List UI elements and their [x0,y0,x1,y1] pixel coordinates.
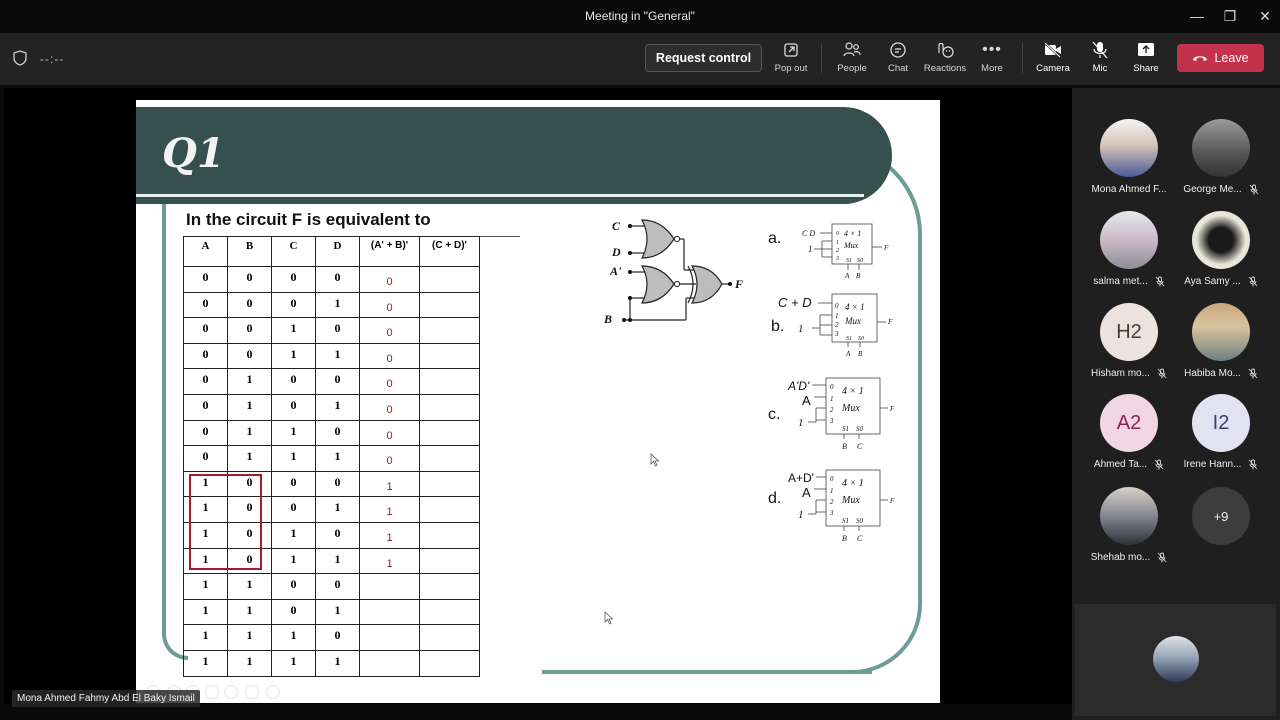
mux-name: Mux [842,495,860,506]
cell: 0 [272,267,316,293]
cell: 1 [360,522,420,548]
question-text: In the circuit F is equivalent to [186,210,431,229]
svg-text:3: 3 [830,509,834,517]
cell: 1 [316,394,360,420]
cell: 1 [272,318,316,344]
participant-name: Ahmed Ta... [1093,459,1148,470]
svg-text:0: 0 [836,231,839,237]
mux-sel: S0 [856,517,863,525]
mic-off-icon [1248,276,1258,287]
mux-name: Mux [845,316,861,326]
maximize-button[interactable]: ❐ [1223,7,1237,24]
leave-label: Leave [1214,51,1249,65]
cell [420,318,480,344]
participant-name: Mona Ahmed F... [1091,184,1167,195]
table-row [184,318,480,344]
cell [360,650,420,676]
mux-size: 4 × 1 [842,386,864,397]
self-video-tile[interactable] [1075,604,1276,716]
mux-sel-input: C [857,442,863,451]
cell: 1 [228,650,272,676]
cell: 0 [184,420,228,446]
cell: 1 [228,369,272,395]
cell: 0 [316,420,360,446]
circuit-input-d: D [612,245,621,259]
cell: 0 [228,343,272,369]
option-c-label: c. [768,406,781,423]
cell [360,574,420,600]
cell: 0 [316,267,360,293]
divider [821,43,822,73]
mouse-cursor-icon [650,453,660,467]
svg-text:0: 0 [830,475,834,483]
header-c-nor-d: (C + D)' [420,237,480,267]
more-participants-button[interactable] [1176,487,1266,545]
cell [420,522,480,548]
mux-input-other: 1 [798,417,804,429]
cell: 1 [228,599,272,625]
cell [420,394,480,420]
mux-input-0: A'D' [788,379,810,393]
cell: 0 [184,292,228,318]
cell: 0 [272,471,316,497]
cell: 1 [272,548,316,574]
slide-frame-decoration [162,204,166,604]
participant-tile[interactable] [1176,303,1266,379]
presenter-name-tag: Mona Ahmed Fahmy Abd El Baky Ismail [12,690,200,707]
cell: 0 [184,446,228,472]
cell: 0 [360,343,420,369]
cell [420,292,480,318]
cell: 1 [228,625,272,651]
more-button[interactable] [967,39,1017,79]
more-label: More [981,63,1003,74]
mux-sel: S0 [857,258,863,264]
svg-text:3: 3 [835,330,839,338]
request-control-button[interactable]: Request control [645,44,762,72]
cell: 0 [360,369,420,395]
cell: 0 [184,369,228,395]
cell: 1 [228,394,272,420]
cell: 0 [184,394,228,420]
mux-sel-input: B [842,442,847,451]
cell [420,420,480,446]
cell: 1 [316,599,360,625]
circuit-input-a-prime: A' [610,264,622,278]
cell [360,625,420,651]
slide-title: Q1 [162,130,225,177]
mouse-cursor-icon [604,611,614,625]
slide-options-control[interactable] [245,685,259,699]
meeting-timer: --:-- [40,52,65,66]
cell: 1 [316,446,360,472]
cell: 0 [228,522,272,548]
cell: 1 [316,650,360,676]
overflow-count: +9 [1192,487,1250,545]
mux-input-1: 1 [808,244,813,254]
mux-sel: S1 [846,258,852,264]
table-row [184,599,480,625]
cell: 0 [316,369,360,395]
mux-name: Mux [842,403,860,414]
avatar [1100,487,1158,545]
participant-tile[interactable] [1176,119,1266,195]
mux-output: F [888,318,893,326]
mux-size: 4 × 1 [844,229,862,238]
highlight-box [189,474,262,570]
cell [420,497,480,523]
presentation-slide [136,100,940,703]
cell [420,446,480,472]
avatar [1192,211,1250,269]
header-a: A [184,237,228,267]
table-row [184,343,480,369]
mic-off-icon [1157,368,1167,379]
cell: 1 [184,497,228,523]
cell: 1 [316,343,360,369]
mux-output: F [884,244,889,252]
mic-off-icon [1249,184,1259,195]
mux-input-other: 1 [798,509,804,521]
participant-tile[interactable] [1084,303,1174,379]
option-d-mux [784,466,909,546]
leave-button[interactable] [1177,44,1264,72]
svg-text:0: 0 [830,383,834,391]
circuit-output-f: F [735,277,744,291]
slide-zoom-control[interactable] [224,685,238,699]
cell [420,369,480,395]
cell: 0 [228,548,272,574]
participant-tile[interactable] [1084,487,1174,563]
avatar [1100,119,1158,177]
camera-button[interactable] [1028,39,1078,79]
participant-name: Shehab mo... [1090,552,1151,563]
mux-sel: S0 [858,336,864,342]
chat-button[interactable] [873,39,923,79]
cell: 0 [272,599,316,625]
table-row [184,420,480,446]
cell [360,599,420,625]
reactions-button[interactable] [920,39,970,79]
cell [420,650,480,676]
cell: 1 [184,650,228,676]
mux-input-0: C D [802,229,816,238]
cell: 1 [272,650,316,676]
cell: 0 [316,625,360,651]
reactions-label: Reactions [923,63,967,74]
svg-text:1: 1 [830,487,834,495]
cell: 0 [316,318,360,344]
mux-sel-input: A [845,272,850,280]
svg-text:1: 1 [830,395,834,403]
mux-input-0: C + D [778,295,812,310]
mux-size: 4 × 1 [842,478,864,489]
table-row [184,650,480,676]
more-icon: ••• [982,41,1002,58]
cell: 0 [228,267,272,293]
table-row [184,394,480,420]
svg-text:2: 2 [830,498,834,506]
meeting-toolbar [0,33,1280,85]
table-row [184,574,480,600]
pop-out-icon [783,42,799,58]
camera-off-icon [1043,42,1063,58]
cell: 1 [184,625,228,651]
cell: 1 [360,548,420,574]
option-c-mux [784,374,909,454]
cell: 0 [360,446,420,472]
mux-size: 4 × 1 [845,302,865,312]
reactions-icon [935,41,955,59]
mux-sel-input: B [858,350,863,358]
cell: 1 [316,497,360,523]
mux-sel: S0 [856,425,863,433]
mic-off-icon [1154,459,1164,470]
cell: 1 [316,548,360,574]
svg-text:1: 1 [835,312,839,320]
mic-off-icon [1248,459,1258,470]
cell: 1 [228,574,272,600]
participant-name: Hisham mo... [1091,368,1150,379]
header-c: C [272,237,316,267]
svg-text:2: 2 [836,248,839,254]
share-label: Share [1133,63,1159,74]
mic-label: Mic [1092,63,1108,74]
title-bar [0,0,1280,33]
close-button[interactable]: ✕ [1259,7,1271,24]
option-a-label: a. [768,230,782,247]
mux-output: F [890,405,895,413]
option-d-label: d. [768,490,782,507]
cell: 0 [272,574,316,600]
participant-tile[interactable] [1084,119,1174,195]
cell: 0 [360,420,420,446]
people-button[interactable] [827,39,877,79]
table-row [184,446,480,472]
avatar: A2 [1100,394,1158,452]
avatar [1100,211,1158,269]
cell: 0 [316,471,360,497]
mux-output: F [890,497,895,505]
cell: 1 [272,420,316,446]
underline [474,236,520,237]
mic-off-icon [1248,368,1258,379]
divider [1022,43,1023,73]
circuit-input-c: C [612,219,621,233]
option-b-label: b. [771,318,785,335]
table-row [184,369,480,395]
share-button[interactable] [1121,39,1171,79]
cell: 0 [272,292,316,318]
table-row [184,292,480,318]
mux-sel-input: B [856,272,861,280]
cell: 1 [360,471,420,497]
participant-name: salma met... [1093,276,1148,287]
cell: 1 [184,522,228,548]
participant-name: Irene Hann... [1183,459,1242,470]
avatar [1192,119,1250,177]
mic-off-icon [1155,276,1165,287]
svg-text:3: 3 [836,256,839,262]
cell [420,548,480,574]
cell: 1 [316,292,360,318]
mux-sel: S1 [842,425,849,433]
cell: 0 [272,497,316,523]
cell: 0 [228,318,272,344]
cell [420,267,480,293]
cell: 0 [360,394,420,420]
cell: 0 [184,343,228,369]
cell: 1 [272,343,316,369]
cell: 1 [272,522,316,548]
participant-tile[interactable] [1084,211,1174,287]
cell: 1 [360,497,420,523]
avatar: H2 [1100,303,1158,361]
slide-grid-control[interactable] [205,685,219,699]
cell: 1 [228,420,272,446]
header-b: B [228,237,272,267]
cell [420,343,480,369]
cell: 0 [228,292,272,318]
mux-sel: S1 [842,517,849,525]
cell: 0 [272,369,316,395]
cell: 1 [184,574,228,600]
svg-text:2: 2 [835,321,839,329]
avatar [1192,303,1250,361]
avatar: I2 [1192,394,1250,452]
cell: 1 [184,599,228,625]
slide-frame-decoration [542,670,872,674]
header-d: D [316,237,360,267]
cell: 0 [360,292,420,318]
cell: 1 [184,548,228,574]
participant-tile[interactable] [1084,394,1174,470]
cell: 0 [316,522,360,548]
cell [420,625,480,651]
banner-underline [136,194,864,197]
table-row [184,267,480,293]
svg-text:2: 2 [830,406,834,414]
svg-text:3: 3 [830,417,834,425]
chat-label: Chat [887,63,909,74]
participant-name: George Me... [1183,184,1242,195]
header-a-nor-b: (A' + B)' [360,237,420,267]
mux-input-1: A [802,393,811,408]
camera-label: Camera [1036,63,1070,74]
cell [420,599,480,625]
mux-sel-input: A [846,350,851,358]
mux-sel: S1 [846,336,852,342]
share-icon [1137,42,1155,58]
cell [420,574,480,600]
cell: 0 [184,267,228,293]
people-icon [843,41,861,59]
phone-hangup-icon [1192,54,1208,62]
mic-off-icon [1157,552,1167,563]
cell: 0 [228,497,272,523]
cell: 0 [360,267,420,293]
mux-input-0: A+D' [788,471,814,485]
minimize-button[interactable]: — [1190,8,1204,24]
mux-name: Mux [844,241,859,250]
mux-sel-input: C [857,534,863,543]
cell: 0 [184,318,228,344]
table-row [184,625,480,651]
option-a-mux [800,220,900,282]
pop-out-button[interactable] [766,39,816,79]
cell: 1 [272,446,316,472]
cell: 0 [228,471,272,497]
slide-more-control[interactable] [266,685,280,699]
cell: 1 [228,446,272,472]
cell [420,471,480,497]
mux-input-1: 1 [798,323,804,335]
truth-table [183,236,480,677]
window-title: Meeting in "General" [585,9,695,23]
cell: 0 [272,394,316,420]
mic-off-icon [1092,41,1108,59]
shield-icon[interactable] [13,50,27,66]
mux-sel-input: B [842,534,847,543]
svg-text:1: 1 [836,240,839,246]
chat-icon [889,41,907,59]
participant-name: Aya Samy ... [1184,276,1241,287]
people-label: People [837,63,867,74]
cell: 0 [316,574,360,600]
participant-name: Habiba Mo... [1184,368,1241,379]
self-avatar [1153,636,1199,682]
slide-title-banner [136,107,892,204]
cell: 0 [360,318,420,344]
participant-tile[interactable] [1176,211,1266,287]
table-header-row [184,237,480,267]
logic-circuit-diagram [596,210,756,330]
mux-input-1: A [802,485,811,500]
option-b-mux [776,290,906,360]
mic-button[interactable] [1075,39,1125,79]
svg-text:0: 0 [835,302,839,310]
cell: 1 [272,625,316,651]
circuit-input-b: B [604,312,613,326]
participant-tile[interactable] [1176,394,1266,470]
cell: 1 [184,471,228,497]
pop-out-label: Pop out [774,63,808,74]
